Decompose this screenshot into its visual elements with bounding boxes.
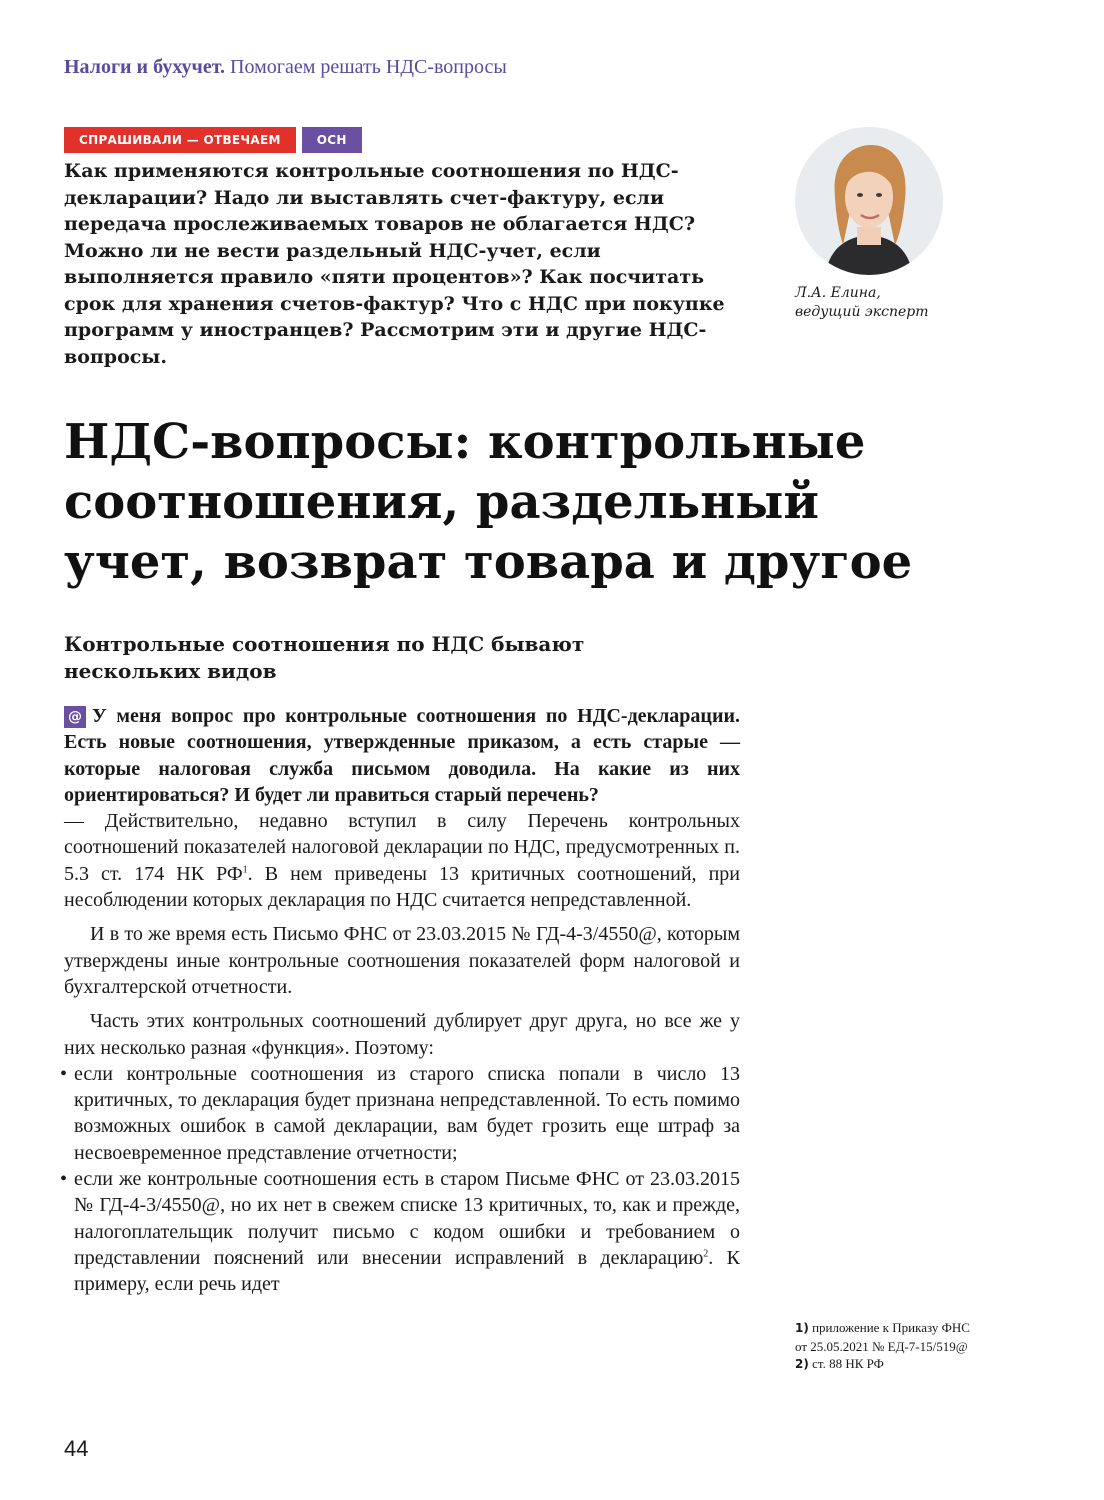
footnote-2 xyxy=(795,1355,970,1374)
bullet-icon: • xyxy=(60,1168,68,1191)
answer-paragraph-2: И в то же время есть Письмо ФНС от 23.03.2015 № ГД-4-3/4550@, которым утверждены иные контрольные соотношения показателей форм налоговой и бухгалтерской отчетности. xyxy=(64,923,740,998)
author-name: Л.А. Елина, xyxy=(795,285,881,301)
footnote-ref-2: 2 xyxy=(703,1248,709,1260)
footnote-1 xyxy=(795,1319,970,1338)
question-text: У меня вопрос про контрольные соотношения по НДС-декларации. Есть новые соотношения, утвержденные приказом, а есть старые — которые налоговая служба письмом доводила. На какие из них ориентироваться? И будет ли правиться старый перечень? xyxy=(64,705,740,806)
article-body xyxy=(60,703,740,1298)
page-number: 44 xyxy=(64,1436,89,1461)
answer-p1-text: — Действительно, недавно вступил в силу Перечень контрольных соотношений показателей налоговой декларации по НДС, предусмотренных п. 5.3 ст. 174 НК РФ xyxy=(64,810,740,885)
footnote-2-text: ст. 88 НК РФ xyxy=(812,1356,884,1371)
running-head-subtitle: Помогаем решать НДС-вопросы xyxy=(230,56,507,78)
answer-bullet-list xyxy=(60,1061,740,1298)
answer-paragraph-1 xyxy=(64,808,740,913)
list-item xyxy=(60,1061,740,1166)
running-head-section: Налоги и бухучет. xyxy=(64,56,226,78)
author-role: ведущий эксперт xyxy=(795,304,929,320)
running-head xyxy=(64,56,507,79)
lead-paragraph: Как применяются контрольные соотношения по НДС-декларации? Надо ли выставлять счет-фактуру, если передача прослеживаемых товаров не облагается НДС? Можно ли не вести раздельный НДС-учет, если выполняется правило «пяти процентов»? Как посчитать срок для хранения счетов-фактур? Что с НДС при покупке программ у иностранцев? Рассмотрим эти и другие НДС-вопросы. xyxy=(64,160,725,368)
reader-question xyxy=(64,703,740,808)
answer-paragraph-3: Часть этих контрольных соотношений дублирует друг друга, но все же у них несколько разная «функция». Поэтому: xyxy=(64,1010,740,1059)
footnote-1-text: приложение к Приказу ФНС xyxy=(812,1320,970,1335)
email-at-icon: @ xyxy=(64,706,86,728)
bullet-2-tail: . К примеру, если речь идет xyxy=(74,1246,740,1296)
bullet-2-text: если же контрольные соотношения есть в старом Письме ФНС от 23.03.2015 № ГД-4-3/4550@, но их нет в свежем списке 13 критичных, то, как и прежде, налогоплательщик получит письмо с кодом ошибки и требованием о представлении пояснений или внесении исправлений в декларацию xyxy=(74,1168,740,1269)
tag-qa: СПРАШИВАЛИ — ОТВЕЧАЕМ xyxy=(64,127,296,153)
answer-p1-tail: . В нем приведены 13 критичных соотношений, при несоблюдении которых декларация по НДС считается непредставленной. xyxy=(64,862,740,912)
rubric-tags xyxy=(64,127,362,153)
list-item xyxy=(60,1166,740,1297)
bullet-icon: • xyxy=(60,1062,68,1085)
author-caption xyxy=(795,284,929,322)
author-portrait-image xyxy=(795,127,943,275)
footnotes xyxy=(795,1319,970,1374)
footnote-1-cont: от 25.05.2021 № ЕД-7-15/519@ xyxy=(795,1338,968,1354)
footnote-ref-1: 1 xyxy=(242,864,248,876)
footnote-1-number: 1) xyxy=(795,1321,809,1335)
section-subheading: Контрольные соотношения по НДС бывают нескольких видов xyxy=(64,632,585,683)
author-photo xyxy=(795,127,943,275)
footnote-2-number: 2) xyxy=(795,1357,809,1371)
tag-osn: ОСН xyxy=(302,127,362,153)
article-title: НДС-вопросы: контрольные соотношения, раздельный учет, возврат товара и другое xyxy=(64,414,913,590)
bullet-1-text: если контрольные соотношения из старого списка попали в число 13 критичных, то декларация будет признана непредставленной. То есть помимо возможных ошибок в самой декларации, вам будет грозить еще штраф за несвоевременное представление отчетности; xyxy=(74,1062,740,1164)
